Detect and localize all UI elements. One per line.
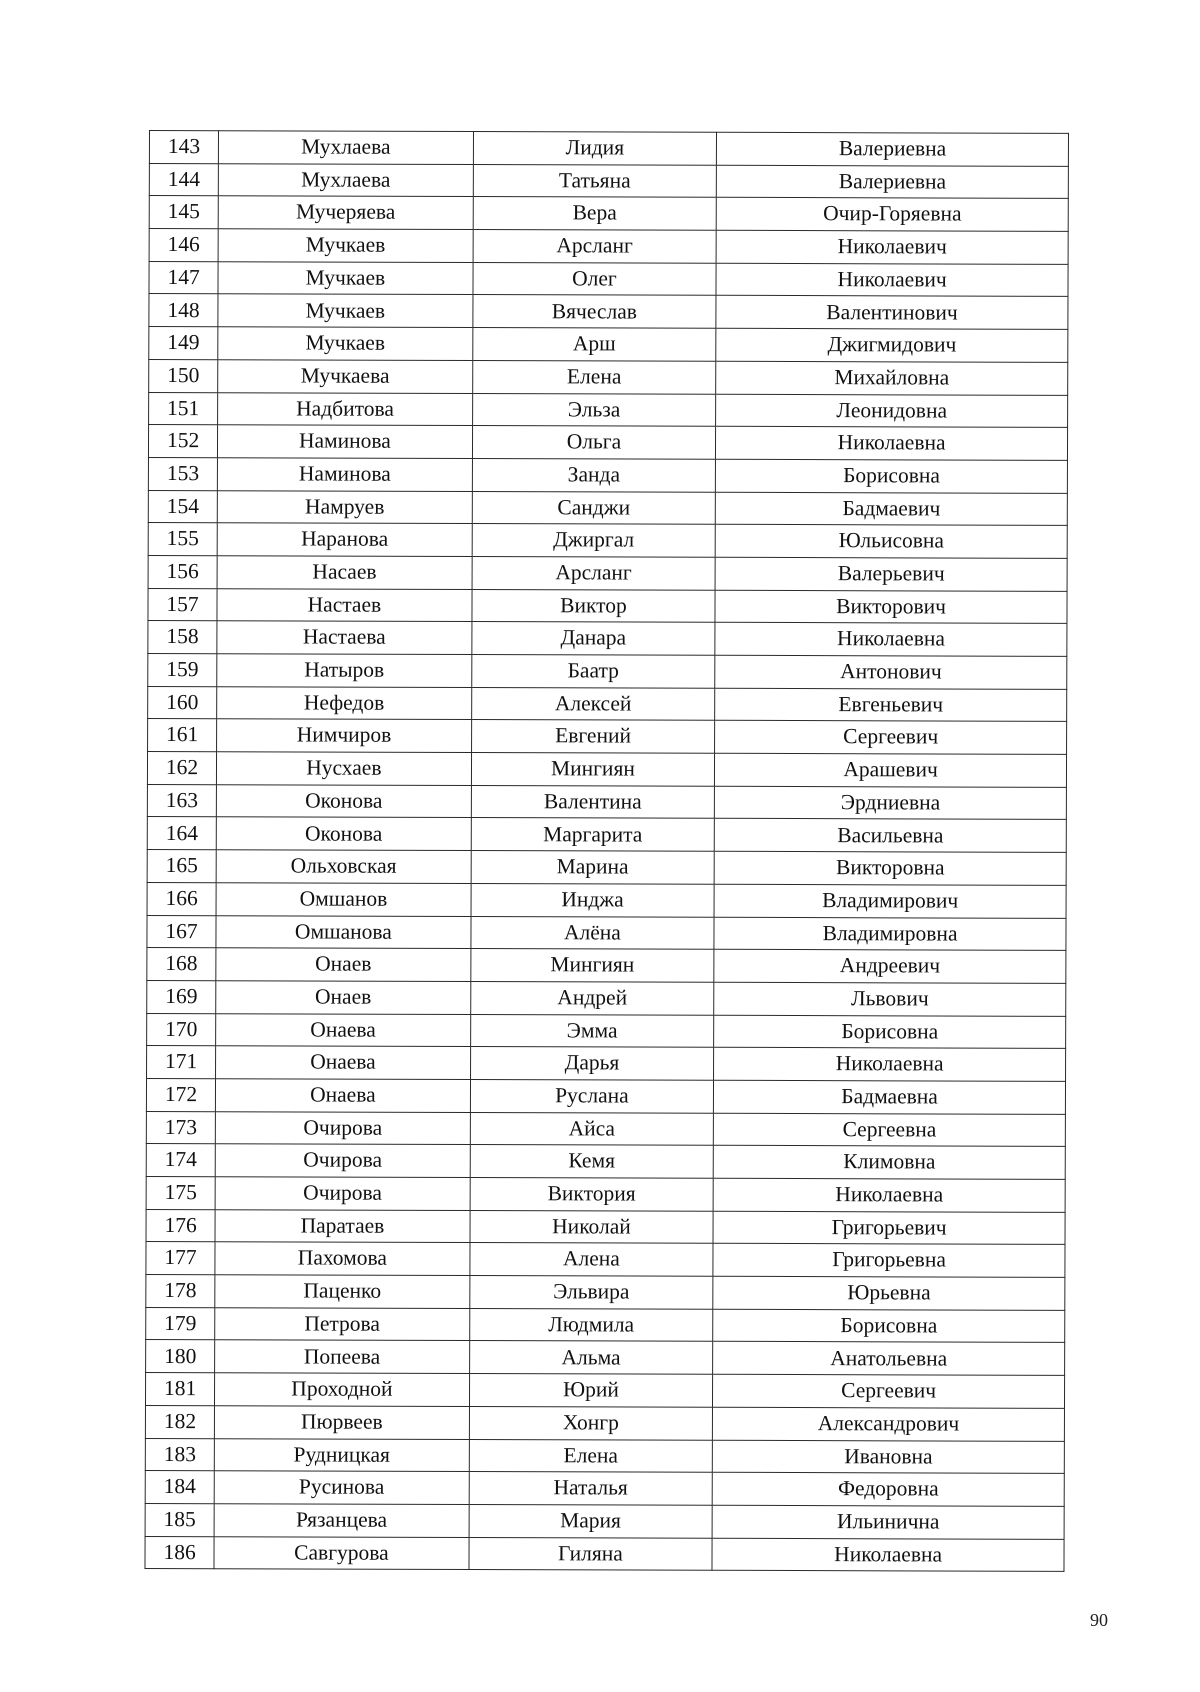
table-row: [149, 359, 1068, 395]
row-number: 166: [147, 882, 216, 915]
patronymic-cell: Евгеньевич: [715, 688, 1067, 722]
patronymic-cell: Бадмаевна: [714, 1080, 1066, 1114]
patronymic-cell: Николаевна: [712, 1538, 1064, 1572]
surname-cell: Мухлаева: [218, 163, 473, 196]
table-row: [146, 1144, 1065, 1180]
surname-cell: Савгурова: [214, 1536, 469, 1569]
surname-cell: Петрова: [215, 1307, 470, 1340]
first-name-cell: Алёна: [471, 916, 715, 949]
patronymic-cell: Валерьевич: [715, 557, 1067, 591]
patronymic-cell: Юльисовна: [715, 525, 1067, 559]
first-name-cell: Вера: [473, 197, 717, 230]
first-name-cell: Мария: [469, 1504, 713, 1537]
table-row: [147, 915, 1066, 951]
table-row: [148, 653, 1067, 689]
surname-cell: Онаева: [216, 1046, 471, 1079]
row-number: 149: [149, 327, 218, 360]
row-number: 173: [146, 1111, 215, 1144]
row-number: 165: [147, 850, 216, 883]
first-name-cell: Ольга: [472, 426, 716, 459]
row-number: 148: [149, 294, 218, 327]
surname-cell: Мучкаев: [218, 294, 473, 327]
patronymic-cell: Валериевна: [717, 132, 1069, 166]
first-name-cell: Елена: [472, 360, 716, 393]
first-name-cell: Марина: [471, 851, 715, 884]
surname-cell: Намруев: [217, 490, 472, 523]
row-number: 182: [145, 1405, 214, 1438]
patronymic-cell: Васильевна: [714, 819, 1066, 853]
patronymic-cell: Арашевич: [715, 753, 1067, 787]
patronymic-cell: Сергеевич: [713, 1374, 1065, 1408]
table-row: [146, 1242, 1065, 1278]
table-row: [148, 457, 1067, 493]
table-row: [148, 425, 1067, 461]
patronymic-cell: Анатольевна: [713, 1342, 1065, 1376]
surname-cell: Оконова: [216, 817, 471, 850]
row-number: 146: [149, 229, 218, 262]
table-row: [145, 1536, 1064, 1572]
table-row: [149, 294, 1068, 330]
names-table: [144, 130, 1069, 1572]
patronymic-cell: Борисовна: [714, 1015, 1066, 1049]
row-number: 178: [146, 1275, 215, 1308]
row-number: 151: [149, 392, 218, 425]
table-row: [149, 131, 1068, 167]
first-name-cell: Гиляна: [469, 1537, 713, 1570]
first-name-cell: Елена: [469, 1439, 713, 1472]
row-number: 174: [146, 1144, 215, 1177]
row-number: 179: [146, 1307, 215, 1340]
row-number: 180: [146, 1340, 215, 1373]
surname-cell: Нусхаев: [217, 752, 472, 785]
surname-cell: Омшанова: [216, 915, 471, 948]
first-name-cell: Виктор: [472, 589, 716, 622]
row-number: 170: [147, 1013, 216, 1046]
first-name-cell: Эмма: [470, 1014, 714, 1047]
table-row: [145, 1373, 1064, 1409]
first-name-cell: Алексей: [471, 687, 715, 720]
table-row: [145, 1438, 1064, 1474]
first-name-cell: Руслана: [470, 1079, 714, 1112]
patronymic-cell: Андреевич: [714, 949, 1066, 983]
first-name-cell: Виктория: [470, 1178, 714, 1211]
row-number: 143: [149, 131, 218, 164]
surname-cell: Мухлаева: [219, 131, 474, 164]
table-row: [148, 621, 1067, 657]
row-number: 161: [148, 719, 217, 752]
surname-cell: Насаев: [217, 556, 472, 589]
table-row: [146, 1111, 1065, 1147]
table-row: [145, 1471, 1064, 1507]
table-row: [147, 882, 1066, 918]
row-number: 154: [148, 490, 217, 523]
surname-cell: Рудницкая: [214, 1438, 469, 1471]
row-number: 184: [145, 1471, 214, 1504]
row-number: 159: [148, 653, 217, 686]
table-row: [146, 1209, 1065, 1245]
row-number: 155: [148, 523, 217, 556]
table-row: [147, 784, 1066, 820]
surname-cell: Наранова: [217, 523, 472, 556]
row-number: 157: [148, 588, 217, 621]
surname-cell: Очирова: [215, 1177, 470, 1210]
table-row: [146, 1275, 1065, 1311]
patronymic-cell: Николаевич: [716, 263, 1068, 297]
surname-cell: Мучеряева: [218, 196, 473, 229]
patronymic-cell: Борисовна: [713, 1309, 1065, 1343]
table-row: [149, 196, 1068, 232]
surname-cell: Настаева: [217, 621, 472, 654]
table-row: [147, 980, 1066, 1016]
first-name-cell: Баатр: [471, 655, 715, 688]
first-name-cell: Дарья: [470, 1047, 714, 1080]
table-row: [145, 1503, 1064, 1539]
surname-cell: Мучкаев: [218, 327, 473, 360]
surname-cell: Онаева: [216, 1079, 471, 1112]
row-number: 171: [147, 1046, 216, 1079]
first-name-cell: Санджи: [472, 491, 716, 524]
patronymic-cell: Владимировна: [714, 917, 1066, 951]
patronymic-cell: Николаевна: [713, 1178, 1065, 1212]
surname-cell: Надбитова: [218, 392, 473, 425]
table-row: [146, 1307, 1065, 1343]
first-name-cell: Маргарита: [471, 818, 715, 851]
first-name-cell: Арш: [472, 328, 716, 361]
names-table-body: [145, 131, 1069, 1572]
first-name-cell: Данара: [472, 622, 716, 655]
patronymic-cell: Юрьевна: [713, 1276, 1065, 1310]
table-row: [148, 555, 1067, 591]
row-number: 145: [149, 196, 218, 229]
patronymic-cell: Джигмидович: [716, 328, 1068, 362]
first-name-cell: Айса: [470, 1112, 714, 1145]
row-number: 150: [149, 359, 218, 392]
first-name-cell: Юрий: [469, 1374, 713, 1407]
surname-cell: Наминова: [218, 458, 473, 491]
first-name-cell: Наталья: [469, 1472, 713, 1505]
surname-cell: Попеева: [215, 1340, 470, 1373]
row-number: 147: [149, 261, 218, 294]
patronymic-cell: Викторовна: [714, 851, 1066, 885]
patronymic-cell: Федоровна: [712, 1472, 1064, 1506]
surname-cell: Онаев: [216, 981, 471, 1014]
row-number: 176: [146, 1209, 215, 1242]
row-number: 153: [148, 457, 217, 490]
surname-cell: Онаев: [216, 948, 471, 981]
surname-cell: Оконова: [216, 784, 471, 817]
first-name-cell: Валентина: [471, 785, 715, 818]
table-row: [146, 1078, 1065, 1114]
first-name-cell: Татьяна: [473, 164, 717, 197]
table-row: [149, 229, 1068, 265]
first-name-cell: Лидия: [473, 132, 717, 165]
row-number: 169: [147, 980, 216, 1013]
surname-cell: Нимчиров: [217, 719, 472, 752]
patronymic-cell: Очир-Горяевна: [716, 198, 1068, 232]
patronymic-cell: Александрович: [713, 1407, 1065, 1441]
table-row: [148, 686, 1067, 722]
patronymic-cell: Николаевна: [715, 623, 1067, 657]
surname-cell: Паратаев: [215, 1209, 470, 1242]
surname-cell: Очирова: [215, 1111, 470, 1144]
patronymic-cell: Григорьевич: [713, 1211, 1065, 1245]
first-name-cell: Эльза: [472, 393, 716, 426]
patronymic-cell: Эрдниевна: [715, 786, 1067, 820]
patronymic-cell: Сергеевна: [714, 1113, 1066, 1147]
row-number: 172: [146, 1078, 215, 1111]
table-row: [147, 948, 1066, 984]
row-number: 158: [148, 621, 217, 654]
patronymic-cell: Ильинична: [712, 1505, 1064, 1539]
patronymic-cell: Григорьевна: [713, 1244, 1065, 1278]
first-name-cell: Андрей: [470, 981, 714, 1014]
row-number: 152: [148, 425, 217, 458]
row-number: 162: [147, 752, 216, 785]
table-row: [147, 817, 1066, 853]
first-name-cell: Алена: [470, 1243, 714, 1276]
table-row: [149, 261, 1068, 297]
patronymic-cell: Борисовна: [716, 459, 1068, 493]
first-name-cell: Арсланг: [472, 556, 716, 589]
row-number: 177: [146, 1242, 215, 1275]
patronymic-cell: Михайловна: [716, 361, 1068, 395]
table-row: [149, 163, 1068, 199]
first-name-cell: Вячеслав: [473, 295, 717, 328]
table-row: [146, 1176, 1065, 1212]
page-number: 90: [1090, 1610, 1108, 1630]
patronymic-cell: Антонович: [715, 655, 1067, 689]
row-number: 181: [145, 1373, 214, 1406]
patronymic-cell: Викторович: [715, 590, 1067, 624]
row-number: 167: [147, 915, 216, 948]
patronymic-cell: Львович: [714, 982, 1066, 1016]
first-name-cell: Олег: [473, 262, 717, 295]
surname-cell: Мучкаев: [218, 261, 473, 294]
patronymic-cell: Ивановна: [712, 1440, 1064, 1474]
surname-cell: Натыров: [217, 654, 472, 687]
first-name-cell: Альма: [469, 1341, 713, 1374]
first-name-cell: Мингиян: [471, 949, 715, 982]
first-name-cell: Джиргал: [472, 524, 716, 557]
first-name-cell: Занда: [472, 458, 716, 491]
surname-cell: Мучкаев: [218, 229, 473, 262]
patronymic-cell: Сергеевич: [715, 721, 1067, 755]
first-name-cell: Хонгр: [469, 1406, 713, 1439]
patronymic-cell: Леонидовна: [716, 394, 1068, 428]
table-row: [147, 1013, 1066, 1049]
row-number: 183: [145, 1438, 214, 1471]
table-row: [149, 392, 1068, 428]
surname-cell: Ольховская: [216, 850, 471, 883]
surname-cell: Омшанов: [216, 883, 471, 916]
surname-cell: Русинова: [214, 1471, 469, 1504]
surname-cell: Паценко: [215, 1275, 470, 1308]
first-name-cell: Николай: [470, 1210, 714, 1243]
patronymic-cell: Владимирович: [714, 884, 1066, 918]
first-name-cell: Мингиян: [471, 753, 715, 786]
row-number: 164: [147, 817, 216, 850]
surname-cell: Мучкаева: [218, 360, 473, 393]
first-name-cell: Евгений: [471, 720, 715, 753]
surname-cell: Проходной: [215, 1373, 470, 1406]
first-name-cell: Кемя: [470, 1145, 714, 1178]
table-row: [147, 752, 1066, 788]
first-name-cell: Людмила: [469, 1308, 713, 1341]
surname-cell: Пюрвеев: [215, 1406, 470, 1439]
patronymic-cell: Валериевна: [716, 165, 1068, 199]
patronymic-cell: Николаевич: [716, 230, 1068, 264]
row-number: 160: [148, 686, 217, 719]
table-row: [146, 1340, 1065, 1376]
surname-cell: Настаев: [217, 588, 472, 621]
row-number: 175: [146, 1176, 215, 1209]
table-row: [145, 1405, 1064, 1441]
table-row: [148, 588, 1067, 624]
first-name-cell: Эльвира: [469, 1276, 713, 1309]
table-row: [147, 850, 1066, 886]
row-number: 168: [147, 948, 216, 981]
surname-cell: Пахомова: [215, 1242, 470, 1275]
row-number: 144: [149, 163, 218, 196]
row-number: 156: [148, 555, 217, 588]
patronymic-cell: Валентинович: [716, 296, 1068, 330]
table-row: [148, 523, 1067, 559]
surname-cell: Наминова: [218, 425, 473, 458]
surname-cell: Нефедов: [217, 686, 472, 719]
row-number: 185: [145, 1503, 214, 1536]
patronymic-cell: Климовна: [713, 1146, 1065, 1180]
first-name-cell: Арсланг: [473, 230, 717, 263]
table-row: [148, 719, 1067, 755]
patronymic-cell: Бадмаевич: [715, 492, 1067, 526]
surname-cell: Онаева: [216, 1013, 471, 1046]
row-number: 186: [145, 1536, 214, 1569]
surname-cell: Рязанцева: [214, 1504, 469, 1537]
row-number: 163: [147, 784, 216, 817]
patronymic-cell: Николаевна: [716, 426, 1068, 460]
patronymic-cell: Николаевна: [714, 1048, 1066, 1082]
surname-cell: Очирова: [215, 1144, 470, 1177]
table-row: [148, 490, 1067, 526]
first-name-cell: Инджа: [471, 883, 715, 916]
table-row: [149, 327, 1068, 363]
table-row: [147, 1046, 1066, 1082]
